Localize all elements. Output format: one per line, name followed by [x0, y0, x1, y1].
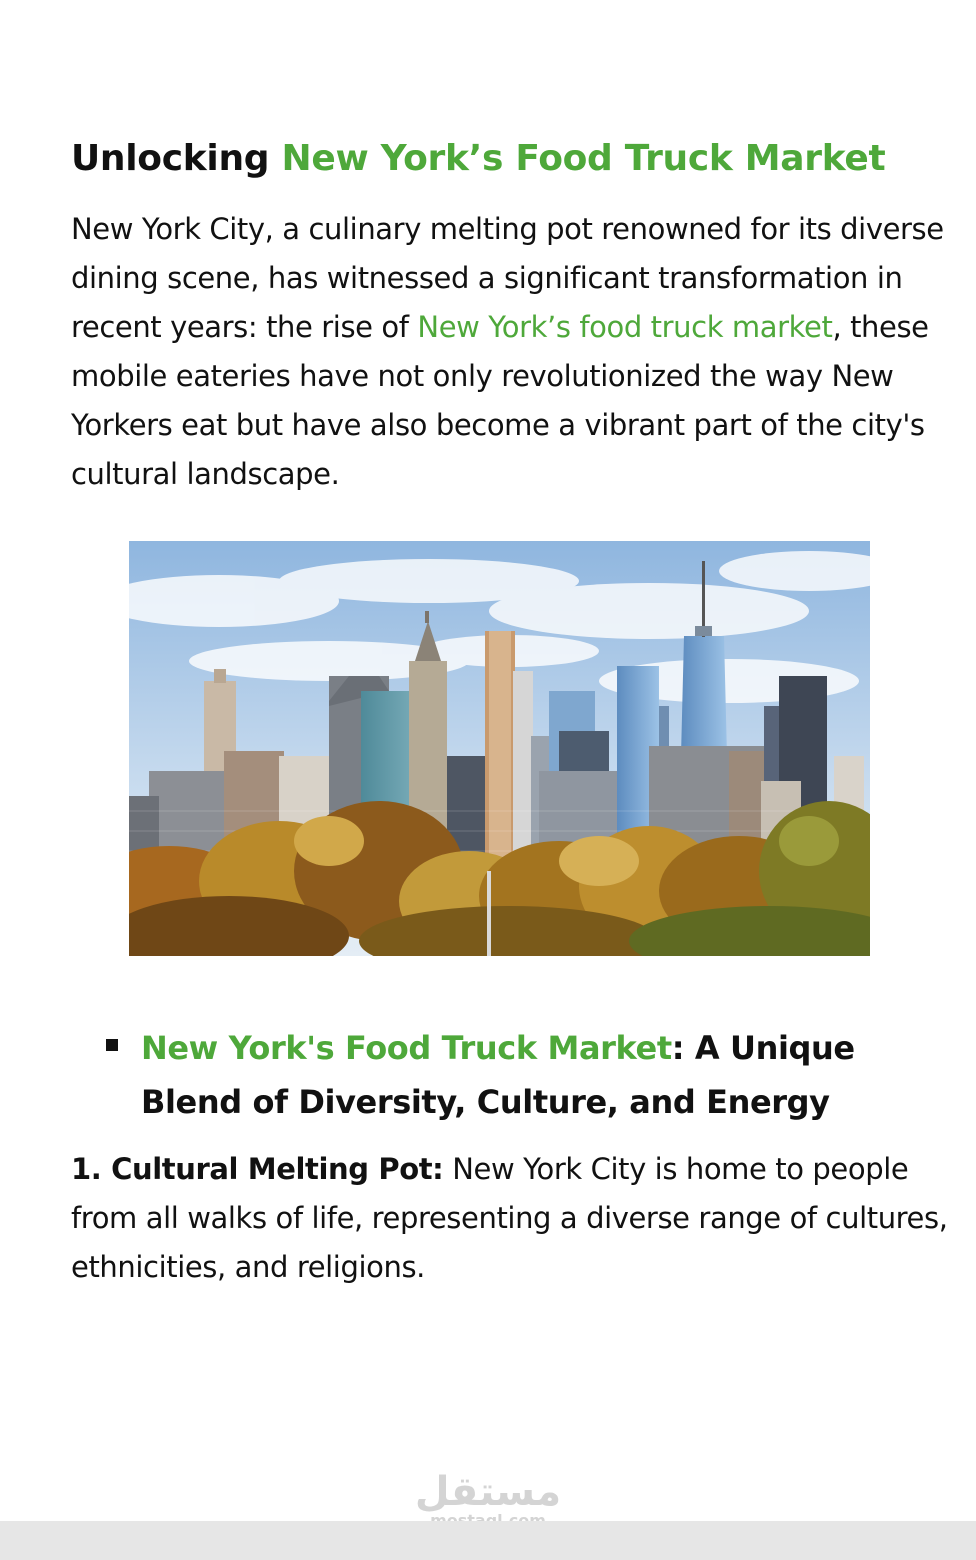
- article-title: [71, 136, 885, 182]
- intro-paragraph: [71, 205, 951, 499]
- point-label: 1. Cultural Melting Pot:: [71, 1152, 444, 1186]
- numbered-point: [71, 1145, 951, 1292]
- bullet-heading: [141, 1021, 956, 1129]
- bullet-highlight: New York's Food Truck Market: [141, 1029, 672, 1067]
- food-truck-market-link[interactable]: New York’s food truck market: [417, 310, 833, 344]
- square-bullet-icon: [106, 1039, 118, 1051]
- point-text: New York City is home to people from all walks of life, representing a diverse range of cultures, ethnicities, and religions.: [71, 1152, 948, 1284]
- bottom-bar: [0, 1521, 976, 1560]
- intro-text-after: , these mobile eateries have not only revolutionized the way New Yorkers eat but have also become a vibrant part of the city's cultural landscape.: [71, 310, 929, 491]
- bullet-rest: : A Unique Blend of Diversity, Culture, and Energy: [141, 1029, 855, 1121]
- intro-text-before: New York City, a culinary melting pot renowned for its diverse dining scene, has witnessed a significant transformation in recent years: the rise of: [71, 212, 944, 344]
- title-prefix: Unlocking: [71, 138, 282, 179]
- watermark-arabic: مستقل: [414, 1469, 562, 1515]
- title-highlight: New York’s Food Truck Market: [281, 138, 886, 179]
- skyline-photo: [129, 541, 870, 956]
